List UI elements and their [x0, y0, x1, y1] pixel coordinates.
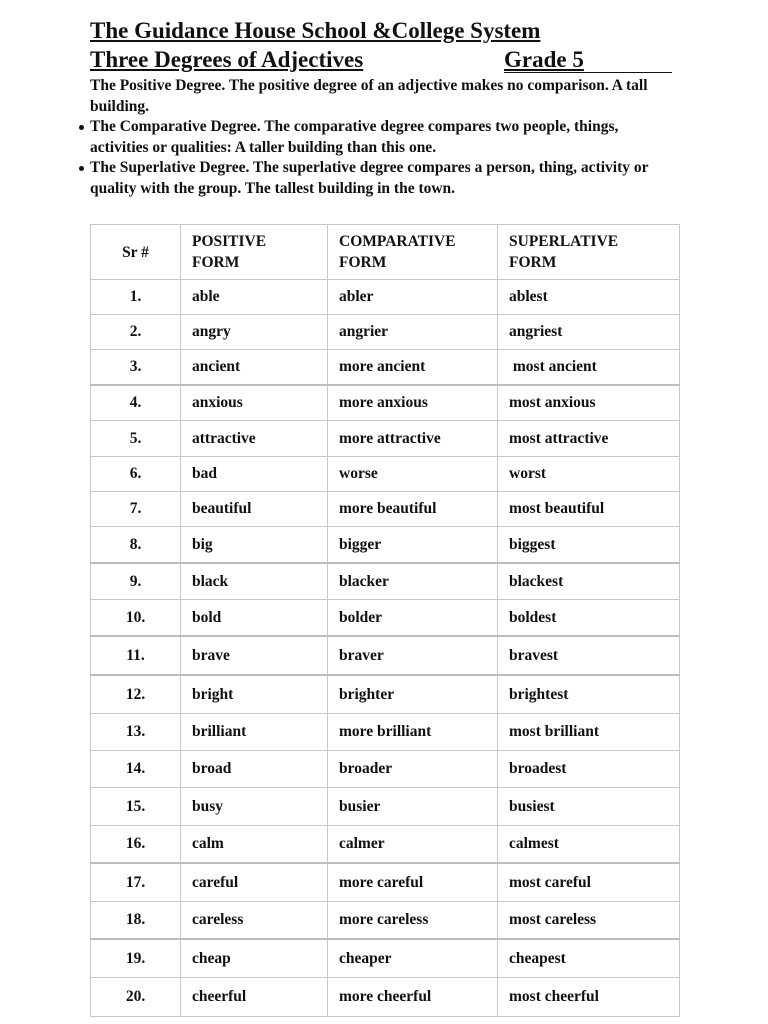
intro-section	[90, 76, 680, 199]
cell-comparative: more careless	[328, 902, 498, 940]
table-row	[91, 902, 680, 940]
cell-superlative: busiest	[498, 788, 680, 826]
cell-superlative: biggest	[498, 527, 680, 564]
table-row	[91, 751, 680, 788]
header-superlative: SUPERLATIVE FORM	[498, 225, 680, 280]
cell-sr: 14.	[91, 751, 181, 788]
cell-superlative: ablest	[498, 280, 680, 315]
cell-positive: calm	[181, 826, 328, 864]
table-row	[91, 788, 680, 826]
table-row	[91, 492, 680, 527]
cell-superlative: most careful	[498, 863, 680, 902]
cell-sr: 16.	[91, 826, 181, 864]
cell-comparative: calmer	[328, 826, 498, 864]
table-row	[91, 675, 680, 714]
cell-positive: careful	[181, 863, 328, 902]
cell-superlative: most beautiful	[498, 492, 680, 527]
table-header-row	[91, 225, 680, 280]
cell-superlative: blackest	[498, 563, 680, 600]
table-row	[91, 385, 680, 421]
table-row	[91, 350, 680, 386]
cell-comparative: busier	[328, 788, 498, 826]
cell-sr: 10.	[91, 600, 181, 637]
cell-sr: 9.	[91, 563, 181, 600]
cell-sr: 7.	[91, 492, 181, 527]
cell-positive: attractive	[181, 421, 328, 457]
cell-positive: brilliant	[181, 714, 328, 751]
cell-sr: 20.	[91, 978, 181, 1017]
cell-positive: anxious	[181, 385, 328, 421]
cell-positive: cheap	[181, 939, 328, 978]
grade-label: Grade 5	[504, 45, 672, 73]
header-comparative: COMPARATIVE FORM	[328, 225, 498, 280]
cell-comparative: more attractive	[328, 421, 498, 457]
document-page	[90, 16, 680, 199]
cell-positive: angry	[181, 315, 328, 350]
cell-positive: big	[181, 527, 328, 564]
cell-sr: 4.	[91, 385, 181, 421]
cell-positive: careless	[181, 902, 328, 940]
table-row	[91, 636, 680, 675]
cell-positive: beautiful	[181, 492, 328, 527]
cell-positive: brave	[181, 636, 328, 675]
cell-sr: 6.	[91, 457, 181, 492]
cell-sr: 3.	[91, 350, 181, 386]
cell-superlative: most careless	[498, 902, 680, 940]
cell-positive: busy	[181, 788, 328, 826]
cell-sr: 5.	[91, 421, 181, 457]
cell-comparative: more cheerful	[328, 978, 498, 1017]
cell-sr: 11.	[91, 636, 181, 675]
cell-sr: 18.	[91, 902, 181, 940]
cell-sr: 1.	[91, 280, 181, 315]
table-row	[91, 826, 680, 864]
cell-sr: 17.	[91, 863, 181, 902]
cell-positive: black	[181, 563, 328, 600]
cell-superlative: brightest	[498, 675, 680, 714]
cell-comparative: broader	[328, 751, 498, 788]
positive-degree-text: The Positive Degree. The positive degree of an adjective makes no comparison. A tall building.	[90, 77, 648, 115]
cell-comparative: angrier	[328, 315, 498, 350]
cell-superlative: most cheerful	[498, 978, 680, 1017]
table-row	[91, 863, 680, 902]
cell-comparative: cheaper	[328, 939, 498, 978]
table-row	[91, 457, 680, 492]
cell-positive: ancient	[181, 350, 328, 386]
cell-comparative: more ancient	[328, 350, 498, 386]
cell-positive: cheerful	[181, 978, 328, 1017]
cell-sr: 15.	[91, 788, 181, 826]
adjectives-table	[90, 224, 680, 1017]
table-row	[91, 939, 680, 978]
table-row	[91, 527, 680, 564]
cell-sr: 2.	[91, 315, 181, 350]
cell-sr: 19.	[91, 939, 181, 978]
table-row	[91, 421, 680, 457]
degree-bullet-list	[90, 117, 680, 199]
cell-positive: able	[181, 280, 328, 315]
cell-superlative: most attractive	[498, 421, 680, 457]
subject-title: Three Degrees of Adjectives	[90, 47, 364, 72]
cell-superlative: bravest	[498, 636, 680, 675]
cell-comparative: braver	[328, 636, 498, 675]
cell-comparative: abler	[328, 280, 498, 315]
table-row	[91, 600, 680, 637]
table-row	[91, 563, 680, 600]
comparative-degree-text: The Comparative Degree. The comparative degree compares two people, things, activities or qualities: A taller building than this one.	[90, 117, 680, 158]
cell-sr: 8.	[91, 527, 181, 564]
cell-superlative: most ancient	[498, 350, 680, 386]
cell-superlative: broadest	[498, 751, 680, 788]
school-title: The Guidance House School &College System	[90, 18, 541, 43]
table-row	[91, 280, 680, 315]
superlative-degree-text: The Superlative Degree. The superlative degree compares a person, thing, activity or quality with the group. The tallest building in the town.	[90, 158, 680, 199]
cell-positive: bold	[181, 600, 328, 637]
cell-comparative: more brilliant	[328, 714, 498, 751]
cell-sr: 13.	[91, 714, 181, 751]
table-row	[91, 978, 680, 1017]
cell-comparative: brighter	[328, 675, 498, 714]
cell-comparative: bolder	[328, 600, 498, 637]
header-sr: Sr #	[91, 225, 181, 280]
cell-sr: 12.	[91, 675, 181, 714]
cell-comparative: blacker	[328, 563, 498, 600]
cell-comparative: worse	[328, 457, 498, 492]
cell-comparative: more beautiful	[328, 492, 498, 527]
cell-comparative: bigger	[328, 527, 498, 564]
table-body	[91, 280, 680, 1017]
cell-comparative: more careful	[328, 863, 498, 902]
cell-superlative: calmest	[498, 826, 680, 864]
subject-title-row	[90, 45, 680, 74]
cell-superlative: boldest	[498, 600, 680, 637]
cell-positive: bad	[181, 457, 328, 492]
cell-superlative: most brilliant	[498, 714, 680, 751]
cell-positive: broad	[181, 751, 328, 788]
table-row	[91, 714, 680, 751]
cell-comparative: more anxious	[328, 385, 498, 421]
cell-superlative: cheapest	[498, 939, 680, 978]
cell-superlative: angriest	[498, 315, 680, 350]
cell-superlative: most anxious	[498, 385, 680, 421]
header-positive: POSITIVE FORM	[181, 225, 328, 280]
cell-superlative: worst	[498, 457, 680, 492]
table-row	[91, 315, 680, 350]
cell-positive: bright	[181, 675, 328, 714]
